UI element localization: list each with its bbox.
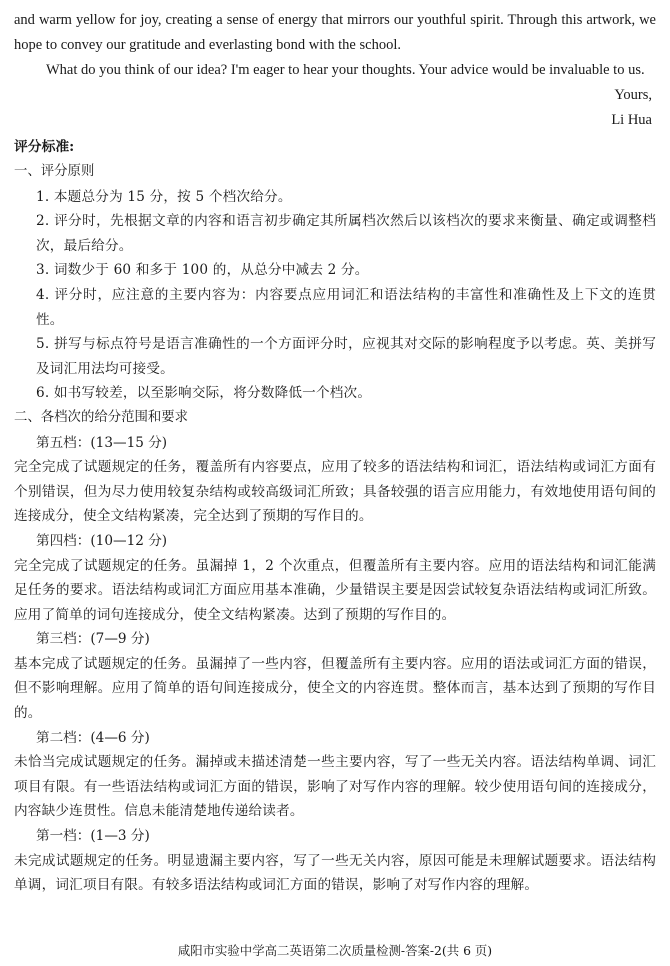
- principle-item: 4. 评分时，应注意的主要内容为：内容要点应用词汇和语法结构的丰富性和准确性及上下文的连贯性。: [36, 286, 656, 328]
- tier-label: 第一档：(1—3 分): [36, 828, 150, 845]
- section-1-title: 一、评分原则: [14, 164, 95, 179]
- principle-item: 6. 如书写较差，以至影响交际，将分数降低一个档次。: [36, 385, 372, 402]
- letter-signature: Li Hua: [611, 112, 652, 128]
- tier-description: 完全完成了试题规定的任务，覆盖所有内容要点，应用了较多的语法结构和词汇，语法结构或词汇方面有个别错误，但为尽力使用较复杂结构或较高级词汇所致；具备较强的语言应用能力，有效地使用语句间的连接成分，使全文结构紧凑，完全达到了预期的写作目的。: [14, 459, 656, 525]
- letter-closing: Yours,: [614, 87, 652, 103]
- tier-description: 基本完成了试题规定的任务。虽漏掉了一些内容，但覆盖所有主要内容。应用的语法或词汇方面的错误，但不影响理解。应用了简单的语句间连接成分，使全文的内容连贯。整体而言，基本达到了预期的写作目的。: [14, 655, 656, 722]
- letter-paragraph-1: and warm yellow for joy, creating a sense of energy that mirrors our youthful spirit. Through this artwork, we hope to convey our gratitude and everlasting bond with the school.: [14, 12, 656, 53]
- tier-label: 第三档：(7—9 分): [36, 631, 150, 648]
- tier-label: 第四档：(10—12 分): [36, 532, 168, 549]
- principle-item: 1. 本题总分为 15 分，按 5 个档次给分。: [36, 188, 292, 205]
- section-2-title: 二、各档次的给分范围和要求: [14, 409, 189, 425]
- page-footer: 咸阳市实验中学高二英语第二次质量检测-答案-2(共 6 页): [177, 943, 493, 958]
- principle-item: 2. 评分时，先根据文章的内容和语言初步确定其所属档次然后以该档次的要求来衡量、确定或调整档次，最后给分。: [36, 213, 656, 254]
- tier-label: 第二档：(4—6 分): [36, 729, 150, 746]
- principle-item: 3. 词数少于 60 和多于 100 的，从总分中减去 2 分。: [36, 262, 369, 279]
- rubric-title: 评分标准:: [14, 139, 75, 155]
- letter-paragraph-2: What do you think of our idea? I'm eager to hear your thoughts. Your advice would be invaluable to us.: [46, 62, 645, 78]
- tier-description: 未恰当完成试题规定的任务。漏掉或未描述清楚一些主要内容，写了一些无关内容。语法结构单调、词汇项目有限。有一些语法结构或词汇方面的错误，影响了对写作内容的理解。较少使用语句间的连接成分，内容缺少连贯性。信息未能清楚地传递给读者。: [14, 754, 656, 820]
- principle-item: 5. 拼写与标点符号是语言准确性的一个方面评分时，应视其对交际的影响程度予以考虑。英、美拼写及词汇用法均可接受。: [36, 336, 656, 377]
- tier-description: 未完成试题规定的任务。明显遗漏主要内容，写了一些无关内容，原因可能是未理解试题要求。语法结构单调，词汇项目有限。有较多语法结构或词汇方面的错误，影响了对写作内容的理解。: [14, 852, 656, 894]
- tier-description: 完全完成了试题规定的任务。虽漏掉 1，2 个次重点，但覆盖所有主要内容。应用的语法结构和词汇能满足任务的要求。语法结构或词汇方面应用基本准确，少量错误主要是因尝试较复杂语法结构或词汇所致。应用了简单的词句连接成分，使全文结构紧凑。达到了预期的写作目的。: [14, 557, 656, 623]
- tier-label: 第五档：(13—15 分): [36, 434, 168, 451]
